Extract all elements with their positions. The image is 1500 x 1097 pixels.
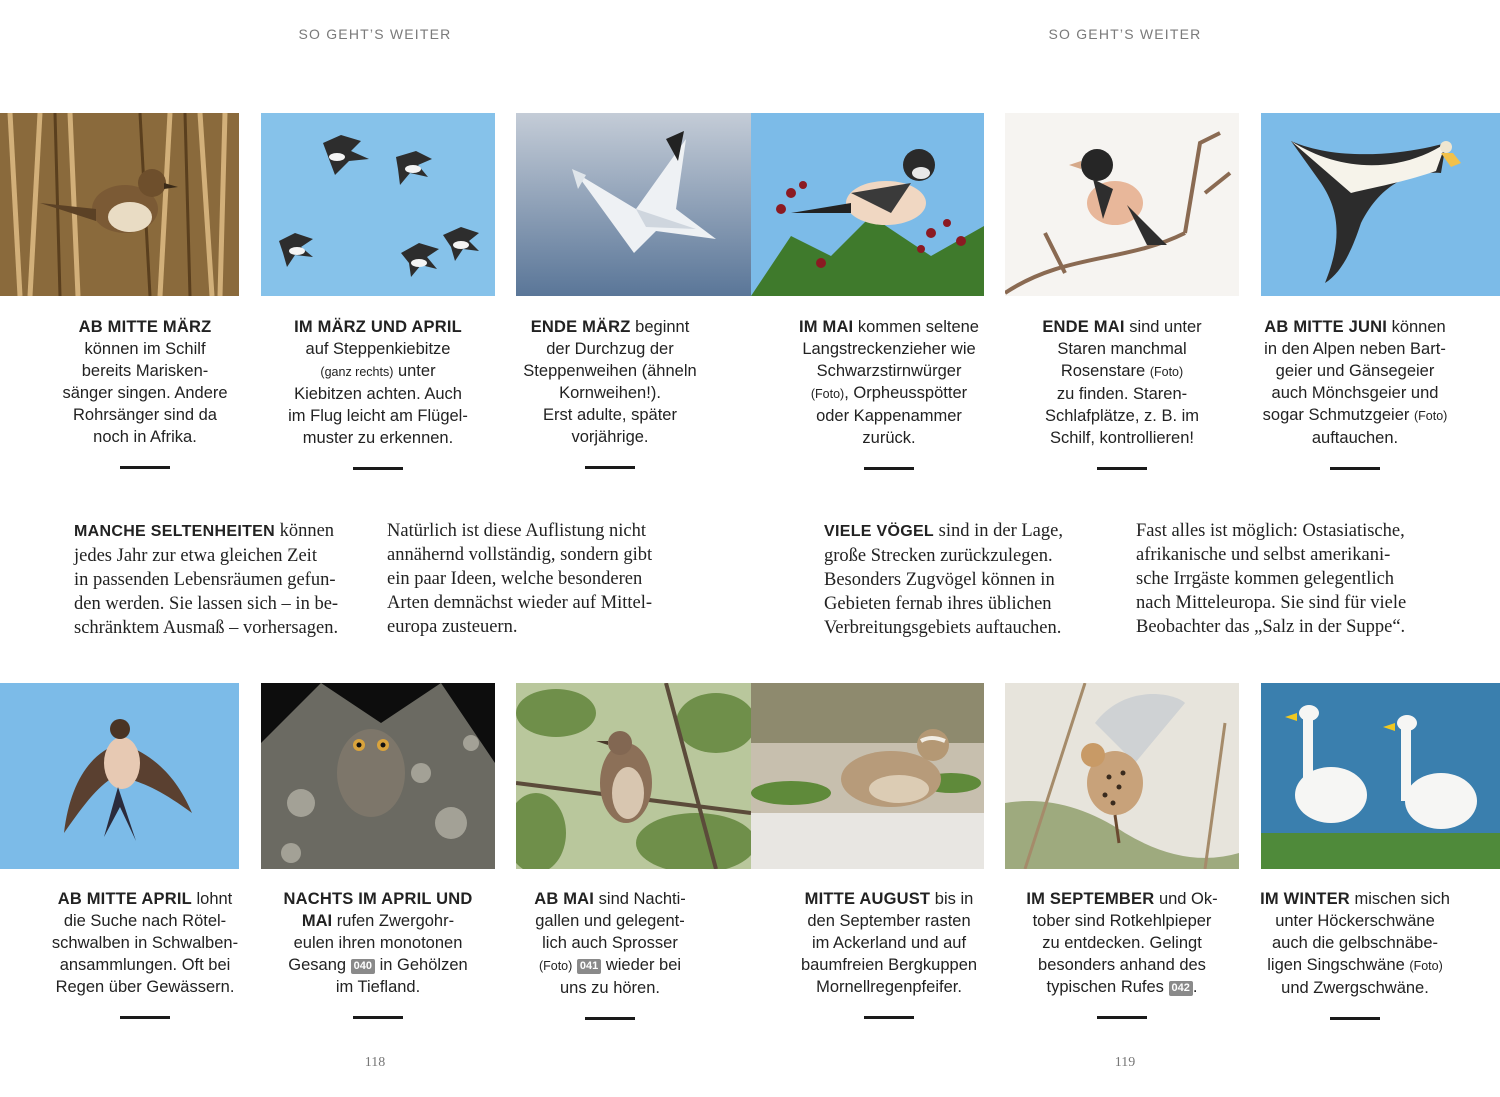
bottom-caption-mitte-august: MITTE AUGUST bis in den September rasten im Ackerland und auf baumfreien Bergkuppen Mornellregenpfeifer.	[771, 888, 1007, 1019]
bottom-caption-im-september: IM SEPTEMBER und Ok- tober sind Rotkehlpieper zu entdecken. Gelingt besonders anhand des typischen Rufes 042 .	[1004, 888, 1240, 1019]
top-caption-im-mai: IM MAI kommen seltene Langstreckenzieher wie Schwarzstirnwürger (Foto), Orpheusspötter oder Kappenammer zurück.	[771, 316, 1007, 470]
audio-track-badge[interactable]: 042	[1169, 981, 1193, 996]
photo-reference-note: (ganz rechts)	[320, 365, 394, 379]
top-caption-ende-mai: ENDE MAI sind unter Staren manchmal Rosenstare (Foto) zu finden. Staren- Schlafplätze, z. B. im Schilf, kontrollieren!	[1004, 316, 1240, 470]
caption-divider	[1330, 1017, 1380, 1020]
top-caption-ab-mitte-maerz: AB MITTE MÄRZ können im Schilf bereits Marisken- sänger singen. Andere Rohrsänger sind da noch in Afrika.	[27, 316, 263, 469]
top-caption-ende-maerz: ENDE MÄRZ beginnt der Durchzug der Steppenweihen (ähneln Kornweihen!). Erst adulte, später vorjährige.	[492, 316, 728, 469]
caption-lead: IM MAI	[798, 318, 854, 336]
caption-divider	[1330, 467, 1380, 470]
top-caption-ab-mitte-juni: AB MITTE JUNI können in den Alpen neben Bart- geier und Gänsegeier auch Mönchsgeier und sogar Schmutzgeier (Foto) auftauchen.	[1237, 316, 1473, 470]
caption-divider	[353, 467, 403, 470]
intro-lead: VIELE VÖGEL	[824, 523, 934, 540]
caption-lead: AB MITTE JUNI	[1264, 318, 1387, 336]
caption-lead: IM WINTER	[1260, 890, 1350, 908]
steppenweihe-photo	[516, 113, 751, 296]
caption-lead: AB MITTE MÄRZ	[78, 318, 212, 336]
audio-track-badge[interactable]: 040	[351, 959, 375, 974]
photo-reference-note: (Foto)	[1413, 409, 1448, 423]
photo-reference-note: (Foto)	[810, 387, 845, 401]
photo-reference-note: (Foto)	[538, 959, 573, 973]
caption-lead: AB MAI	[534, 890, 595, 908]
caption-divider	[353, 1016, 403, 1019]
roetelschwalbe-photo	[0, 683, 239, 869]
intro-lead: MANCHE SELTENHEITEN	[74, 523, 275, 540]
caption-lead: AB MITTE APRIL	[57, 890, 192, 908]
bottom-caption-im-winter: IM WINTER mischen sich unter Höckerschwäne auch die gelbschnäbe- ligen Singschwäne (Foto) und Zwergschwäne.	[1237, 888, 1473, 1020]
intro-manche-seltenheiten: MANCHE SELTENHEITEN können jedes Jahr zur etwa gleichen Zeit in passenden Lebensräumen gefun- den werden. Sie lassen sich – in be- schränktem Ausmaß – vorhersagen.	[74, 521, 339, 638]
caption-divider	[864, 467, 914, 470]
audio-track-badge[interactable]: 041	[577, 959, 601, 974]
page-number-left: 118	[364, 1055, 386, 1070]
caption-divider	[585, 1017, 635, 1020]
caption-divider	[864, 1016, 914, 1019]
running-head-left: SO GEHT’S WEITER	[298, 26, 452, 42]
caption-divider	[585, 466, 635, 469]
intro-auflistung: Natürlich ist diese Auflistung nicht annähernd vollständig, sondern gibt ein paar Ideen, welche besonderen Arten demnächst wieder auf Mittel- europa zusteuern.	[387, 521, 653, 637]
steppenkiebitz-photo	[261, 113, 495, 296]
sprosser-photo	[516, 683, 751, 869]
top-caption-im-maerz-und-april: IM MÄRZ UND APRIL auf Steppenkiebitze (ganz rechts) unter Kiebitzen achten. Auch im Flug leicht am Flügel- muster zu erkennen.	[260, 316, 496, 470]
rotkehlpieper-photo	[1005, 683, 1239, 869]
caption-lead: MITTE AUGUST	[804, 890, 931, 908]
rosenstar-photo	[1005, 113, 1239, 296]
photo-reference-note: (Foto)	[1149, 365, 1184, 379]
bottom-caption-nachts-im-april: NACHTS IM APRIL UND MAI rufen Zwergohr- eulen ihren monotonen Gesang 040 in Gehölzen im Tiefland.	[260, 888, 496, 1019]
caption-divider	[1097, 467, 1147, 470]
caption-divider	[1097, 1016, 1147, 1019]
caption-lead: ENDE MAI	[1042, 318, 1125, 336]
caption-lead: ENDE MÄRZ	[530, 318, 631, 336]
running-head-right: SO GEHT’S WEITER	[1048, 26, 1202, 42]
schmutzgeier-photo	[1261, 113, 1500, 296]
intro-irrgaeste: Fast alles ist möglich: Ostasiatische, afrikanische und selbst amerikani- sche Irrgäste kommen gelegentlich nach Mitteleuropa. Sie sind für viele Beobachter das „Salz in der Suppe“.	[1136, 521, 1407, 637]
page-number-right: 119	[1114, 1055, 1136, 1070]
bottom-caption-ab-mitte-april: AB MITTE APRIL lohnt die Suche nach Rötel- schwalben in Schwalben- ansammlungen. Oft bei Regen über Gewässern.	[27, 888, 263, 1019]
singschwan-photo	[1261, 683, 1500, 869]
caption-lead: IM SEPTEMBER	[1026, 890, 1155, 908]
photo-reference-note: (Foto)	[1409, 959, 1443, 973]
mariskensaenger-photo	[0, 113, 239, 296]
zwergohreule-photo	[261, 683, 495, 869]
caption-divider	[120, 1016, 170, 1019]
caption-lead: IM MÄRZ UND APRIL	[294, 318, 462, 336]
intro-viele-voegel: VIELE VÖGEL sind in der Lage, große Strecken zurückzulegen. Besonders Zugvögel können in Gebieten fernab ihres üblichen Verbreitungsgebiets auftauchen.	[824, 521, 1063, 638]
caption-divider	[120, 466, 170, 469]
schwarzstirnwuerger-photo	[751, 113, 984, 296]
mornellregenpfeifer-photo	[751, 683, 984, 869]
caption-lead: NACHTS IM APRIL UND	[283, 890, 473, 908]
bottom-caption-ab-mai: AB MAI sind Nachti- gallen und gelegent- lich auch Sprosser (Foto) 041 wieder bei uns zu hören.	[492, 888, 728, 1020]
